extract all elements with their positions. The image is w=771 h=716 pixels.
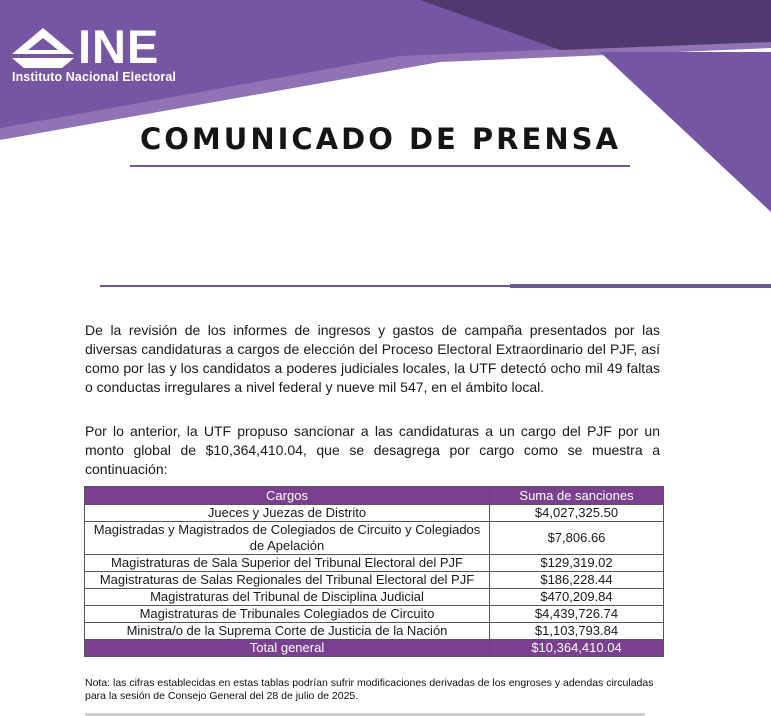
- body-paragraph-2: Por lo anterior, la UTF propuso sancionar a las candidaturas a un cargo del PJF por un monto global de $10,364,410.04, que se desagrega por cargo como se muestra a continuación:: [85, 423, 660, 477]
- sanctions-table: [84, 486, 664, 657]
- cargo-cell: Magistraturas de Sala Superior del Tribunal Electoral del PJF: [85, 555, 490, 572]
- cropped-next-paragraph: [85, 710, 660, 716]
- cargo-cell: Magistraturas del Tribunal de Disciplina Judicial: [85, 589, 490, 606]
- cargo-cell: Magistraturas de Salas Regionales del Tribunal Electoral del PJF: [85, 572, 490, 589]
- section-divider-thick: [510, 284, 771, 288]
- table-row: [85, 623, 664, 640]
- table-row: [85, 589, 664, 606]
- cargo-cell: Ministra/o de la Suprema Corte de Justicia de la Nación: [85, 623, 490, 640]
- table-footnote: Nota: las cifras establecidas en estas tablas podrían sufrir modificaciones derivadas de los engroses y adendas circuladas para la sesión de Consejo General del 28 de julio de 2025.: [85, 677, 654, 702]
- column-header-cargos: Cargos: [85, 487, 490, 505]
- table-row: [85, 606, 664, 623]
- table-row: [85, 572, 664, 589]
- logo-word: INE: [78, 20, 160, 73]
- suma-cell: $129,319.02: [490, 555, 664, 572]
- table-total-row: [85, 640, 664, 657]
- ine-emblem-icon: [12, 28, 74, 68]
- section-divider: [100, 285, 510, 287]
- suma-cell: $4,027,325.50: [490, 505, 664, 522]
- table-row: [85, 555, 664, 572]
- column-header-suma: Suma de sanciones: [490, 487, 664, 505]
- table-row: [85, 522, 664, 555]
- table-header-row: [85, 487, 664, 505]
- cargo-cell: Magistradas y Magistrados de Colegiados de Circuito y Colegiados de Apelación: [85, 522, 490, 555]
- title-underline: [130, 165, 630, 167]
- suma-cell: $186,228.44: [490, 572, 664, 589]
- suma-cell: $4,439,726.74: [490, 606, 664, 623]
- suma-cell: $470,209.84: [490, 589, 664, 606]
- suma-cell: $7,806.66: [490, 522, 664, 555]
- body-paragraph-1: De la revisión de los informes de ingresos y gastos de campaña presentados por las diversas candidaturas a cargos de elección del Proceso Electoral Extraordinario del PJF, así como por las y los candidatos a poderes judiciales locales, la UTF detectó ocho mil 49 faltas o conductas irregulares a nivel federal y nueve mil 547, en el ámbito local.: [85, 322, 660, 395]
- cargo-cell: Jueces y Juezas de Distrito: [85, 505, 490, 522]
- press-release-title: COMUNICADO DE PRENSA: [140, 122, 621, 156]
- logo-subtitle: Instituto Nacional Electoral: [12, 70, 176, 84]
- total-value: $10,364,410.04: [490, 640, 664, 657]
- table-row: [85, 505, 664, 522]
- ine-logo: [12, 22, 212, 88]
- cargo-cell: Magistraturas de Tribunales Colegiados de Circuito: [85, 606, 490, 623]
- total-label: Total general: [85, 640, 490, 657]
- suma-cell: $1,103,793.84: [490, 623, 664, 640]
